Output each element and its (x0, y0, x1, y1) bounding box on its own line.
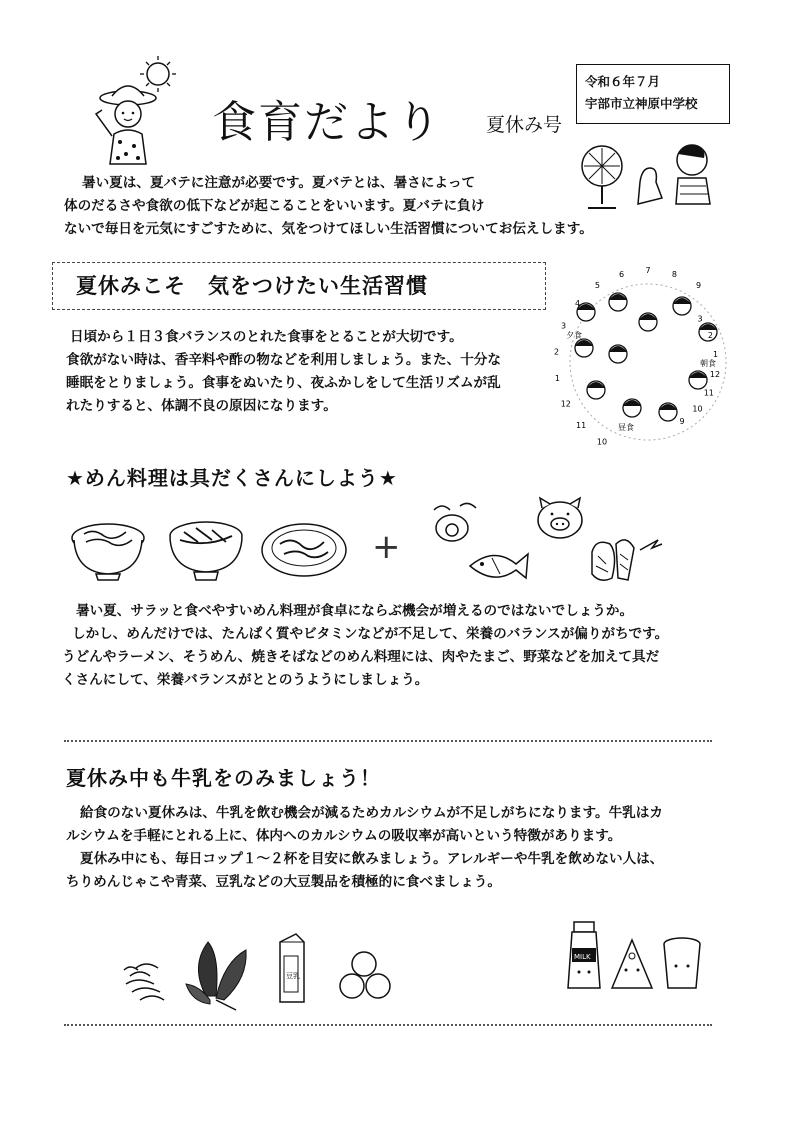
clock-number: 5 (594, 281, 600, 291)
section1-line: れたりすると、体調不良の原因になります。 (66, 398, 337, 414)
soy-milk-carton-icon (280, 934, 304, 1002)
soybeans-icon (340, 952, 390, 998)
clock-number: 11 (703, 388, 714, 398)
udon-bowl-icon (72, 524, 144, 580)
newsletter-subtitle: 夏休み号 (486, 114, 563, 136)
issue-info-box (576, 64, 730, 124)
section3-text (66, 802, 663, 894)
cheese-icon (612, 940, 652, 988)
clock-number: 4 (574, 298, 581, 308)
intro-text (64, 172, 593, 241)
section1-line: 睡眠をとりましょう。食事をぬいたり、夜ふかしをして生活リズムが乱 (66, 375, 501, 391)
yakisoba-plate-icon (262, 524, 346, 576)
section3-line: 夏休み中にも、毎日コップ１～２杯を目安に飲みましょう。アレルギーや牛乳を飲めない人は、 (80, 851, 664, 867)
section3-line: ルシウムを手軽にとれる上に、体内へのカルシウムの吸収率が高いという特徴があります。 (66, 828, 622, 844)
ramen-bowl-icon (170, 522, 242, 580)
section1-line: 日頃から１日３食バランスのとれた食事をとることが大切です。 (70, 329, 463, 345)
newsletter-title: 食育だより (212, 97, 442, 148)
vegetables-icon (592, 540, 662, 580)
dairy-characters-illustration (560, 918, 710, 1002)
clock-number: 7 (645, 266, 651, 275)
school-name: 宇部市立神原中学校 (585, 96, 698, 111)
intro-line: ないで毎日を元気にすごすために、気をつけてほしい生活習慣についてお伝えします。 (64, 221, 593, 237)
plus-sign: + (372, 527, 401, 567)
intro-line: 暑い夏は、夏バテに注意が必要です。夏バテとは、暑さによって (82, 175, 476, 191)
clock-label-lunch: 昼食 (618, 423, 634, 432)
section2-line: しかし、めんだけでは、たんぱく質やビタミンなどが不足して、栄養のバランスが偏りがちです。 (72, 626, 669, 642)
clock-number: 10 (692, 404, 703, 414)
section1-text (66, 326, 501, 418)
clock-number: 3 (560, 321, 567, 331)
clock-number: 12 (709, 369, 721, 379)
issue-date: 令和６年７月 (585, 74, 661, 89)
section3-line: 給食のない夏休みは、牛乳を飲む機会が減るためカルシウムが不足しがちになります。牛乳はカ (80, 805, 663, 821)
clock-number: 9 (696, 281, 702, 291)
pig-icon (538, 498, 582, 538)
dotted-divider-bottom (64, 1024, 712, 1026)
clock-number: 9 (679, 416, 685, 426)
fish-icon (470, 554, 528, 578)
clock-number: 3 (697, 314, 703, 324)
girl-sun-illustration (86, 54, 196, 174)
clock-number: 11 (576, 421, 587, 431)
egg-icon (434, 503, 476, 541)
section2-heading: ★めん料理は具だくさんにしよう★ (66, 466, 398, 490)
section3-heading: 夏休み中も牛乳をのみましょう！ (66, 766, 381, 790)
milk-bottle-icon (568, 922, 600, 988)
yogurt-cup-icon (664, 938, 700, 988)
leafy-greens-icon (186, 942, 246, 1010)
clock-number: 10 (596, 437, 608, 447)
section2-line: うどんやラーメン、そうめん、焼きそばなどのめん料理には、肉やたまご、野菜などを加えて具だ (62, 649, 660, 665)
clock-number: 6 (619, 269, 625, 279)
section1-heading: 夏休みこそ 気をつけたい生活習慣 (76, 274, 428, 298)
section2-line: くさんにして、栄養バランスがととのうようにしましょう。 (62, 672, 429, 688)
ingredients-illustration (420, 494, 670, 590)
clock-label-breakfast: 朝食 (700, 359, 716, 368)
soy-milk-label: 豆乳 (286, 972, 300, 980)
clock-number: 1 (712, 350, 719, 360)
section2-text (62, 600, 668, 692)
clock-number: 12 (560, 399, 571, 409)
daily-rhythm-clock-illustration (548, 262, 748, 462)
clock-number: 2 (554, 347, 560, 357)
clock-label-dinner: 夕食 (566, 331, 582, 340)
fan-boy-dog-illustration (580, 138, 720, 218)
section2-line: 暑い夏、サラッと食べやすいめん料理が食卓にならぶ機会が増えるのではないでしょうか。 (76, 603, 634, 619)
calcium-foods-illustration (120, 926, 420, 1010)
section1-line: 食欲がない時は、香辛料や酢の物などを利用しましょう。また、十分な (66, 352, 501, 368)
dotted-divider (64, 740, 712, 742)
chirimen-fish-icon (124, 964, 164, 1000)
milk-label: MILK (574, 953, 591, 961)
intro-line: 体のだるさや食欲の低下などが起こることをいいます。夏バテに負け (64, 198, 485, 214)
section3-line: ちりめんじゃこや青菜、豆乳などの大豆製品を積極的に食べましょう。 (66, 874, 501, 890)
clock-number: 1 (554, 374, 560, 383)
clock-number: 2 (707, 331, 713, 341)
clock-number: 8 (671, 269, 677, 279)
noodle-bowl-illustrations (66, 508, 366, 588)
